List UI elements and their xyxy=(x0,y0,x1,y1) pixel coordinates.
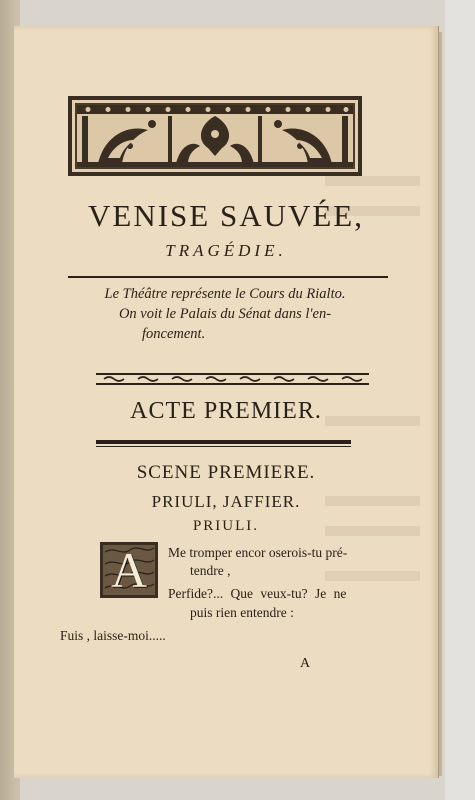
act-title: ACTE PREMIER. xyxy=(130,398,322,424)
verse-line: Fuis , laisse-moi..... xyxy=(60,628,166,643)
stage-direction-line: foncement. xyxy=(142,326,206,342)
play-subtitle: TRAGÉDIE. xyxy=(165,241,287,260)
page-edge xyxy=(438,32,442,776)
drop-cap-letter: A xyxy=(110,542,148,598)
scan-background xyxy=(445,0,475,800)
title-rule xyxy=(68,276,388,278)
act-rule-thin xyxy=(96,446,351,447)
scene-title: SCENE PREMIERE. xyxy=(136,462,316,483)
play-title: VENISE SAUVÉE, xyxy=(88,198,364,233)
ornamental-headpiece xyxy=(68,96,362,176)
stage-direction xyxy=(50,284,400,344)
catchword: A xyxy=(300,656,311,671)
verse-line: Perfide?... Que veux-tu? Je ne xyxy=(168,586,347,601)
drop-cap xyxy=(100,542,158,598)
stage-direction-line: Le Théâtre représente le Cours du Rialto. xyxy=(104,286,346,302)
verse-line: puis rien entendre : xyxy=(190,605,294,620)
scene-characters: PRIULI, JAFFIER. xyxy=(151,492,301,511)
book-page xyxy=(14,26,438,778)
verse-line: Me tromper encor oserois-tu pré- xyxy=(168,545,348,560)
stage-direction-line: On voit le Palais du Sénat dans l'en- xyxy=(118,306,332,322)
verse-line: tendre , xyxy=(190,563,231,578)
ornamental-divider xyxy=(96,372,369,386)
show-through-text xyxy=(325,571,420,581)
act-rule-thick xyxy=(96,440,351,444)
speaker-name: PRIULI. xyxy=(192,518,260,534)
show-through-text xyxy=(325,176,420,186)
